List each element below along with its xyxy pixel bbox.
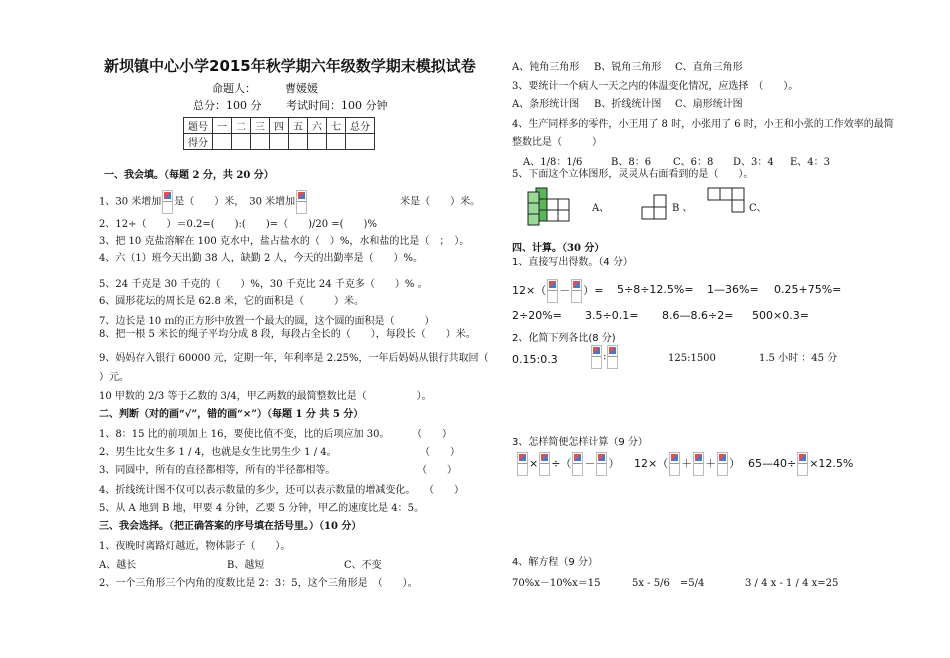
choice-4-option-d: D、3：4 bbox=[733, 157, 774, 168]
choice-4: 4、生产同样多的零件，小王用了 8 时，小张用了 6 时，小王和小张的工作效率的最简 bbox=[512, 119, 894, 130]
question-6: 6、圆形花坛的周长是 62.8 米，它的面积是（ ）米。 bbox=[99, 296, 364, 307]
equation-2: 5x - 5/6 =5/4 bbox=[632, 578, 705, 589]
calc2-item-4: 1.5 小时 ：45 分 bbox=[759, 353, 838, 364]
calc2-item-1: 0.15:0.3 bbox=[512, 353, 558, 366]
solid-figure-icon bbox=[528, 188, 569, 225]
choice-1-option-c: C、不变 bbox=[344, 560, 382, 571]
question-9-end: ）元。 bbox=[99, 372, 129, 383]
question-text: 是（ ）米， 30 米增加 bbox=[174, 196, 296, 208]
total-score: 总分：100 分 bbox=[193, 99, 262, 112]
fraction-icon bbox=[717, 452, 728, 476]
choice-4-option-a: A、1/8：1/6 bbox=[523, 157, 583, 168]
score-table-cell: 五 bbox=[289, 118, 308, 134]
ratio-colon: : bbox=[603, 351, 607, 363]
calc1-row1: 12×（ － ）= bbox=[512, 279, 603, 303]
fraction-icon bbox=[693, 452, 704, 476]
choice-3: 3、要统计一个病人一天之内的体温变化情况，应选择 （ ）。 bbox=[512, 81, 799, 92]
choice-1-option-a: A、越长 bbox=[99, 560, 137, 571]
choice-5: 5、下面这个立体图形，灵灵从右面看到的是（ ）。 bbox=[512, 169, 754, 180]
choice-2-option-b: B、锐角三角形 bbox=[594, 62, 662, 73]
calc3-title: 3、怎样简便怎样计算（9 分） bbox=[512, 437, 648, 448]
calc-expr: ）= bbox=[583, 284, 604, 297]
score-table-cell: 六 bbox=[308, 118, 327, 134]
answer-paren[interactable]: （ ） bbox=[417, 465, 457, 476]
view-b-icon bbox=[708, 188, 744, 212]
score-table-cell: 四 bbox=[270, 118, 289, 134]
choice-4-option-c: C、6：8 bbox=[673, 157, 714, 168]
fraction-icon bbox=[607, 345, 618, 369]
calc-op: 12×（ bbox=[634, 457, 669, 470]
calc3-expr-1 bbox=[516, 452, 619, 476]
score-table-cell: 七 bbox=[327, 118, 346, 134]
calc1-expr-3: 1—36%= bbox=[707, 283, 759, 296]
equation-1: 70%x－10%x＝15 bbox=[512, 578, 601, 589]
choice-3-option-a: A、条形统计图 bbox=[512, 99, 580, 110]
score-table-cell: 一 bbox=[213, 118, 232, 134]
fraction-icon bbox=[547, 279, 558, 303]
view-b-label: B 、 bbox=[672, 203, 693, 214]
question-text: 米是（ ）米。 bbox=[400, 196, 481, 208]
calc1-expr-4: 0.25+75%= bbox=[774, 283, 842, 296]
section3-title: 三、我会选择。（把正确答案的序号填在括号里。）（10 分） bbox=[99, 521, 362, 532]
score-table bbox=[183, 117, 375, 150]
question-5: 5、24 千克是 30 千克的（ ）%，30 千克比 24 千克多（ ）% 。 bbox=[99, 279, 428, 290]
score-table-cell: 题号 bbox=[184, 118, 213, 134]
fraction-icon bbox=[517, 452, 528, 476]
choice-4-option-e: E、4：3 bbox=[790, 157, 831, 168]
question-2: 2、12÷（ ）＝0.2=( ):( )=（ )/20 =( )% bbox=[99, 219, 377, 230]
question-8: 8、把一根 5 米长的绳子平均分成 8 段，每段占全长的（ ），每段长（ ）米。 bbox=[99, 329, 476, 340]
choice-1-option-b: B、越短 bbox=[227, 560, 265, 571]
exam-title: 新坝镇中心小学2015年秋学期六年级数学期末模拟试卷 bbox=[104, 57, 476, 75]
calc1-expr-6: 3.5÷0.1= bbox=[585, 309, 639, 322]
fraction-icon bbox=[162, 190, 173, 214]
question-7: 7、边长是 10 ｍ的正方形中放置一个最大的圆，这个圆的面积是（ ） bbox=[99, 316, 435, 327]
judge-3: 3、同圆中，所有的直径都相等，所有的半径都相等。 bbox=[99, 465, 336, 476]
fraction-icon bbox=[539, 452, 550, 476]
score-table-score-row bbox=[184, 134, 375, 150]
answer-paren[interactable]: （ ） bbox=[420, 447, 460, 458]
cube-figures bbox=[522, 184, 782, 234]
section1-title: 一、我会填。（每题 2 分，共 20 分） bbox=[104, 170, 274, 181]
calc2-title: 2、化简下列各比(8 分) bbox=[512, 333, 616, 344]
choice-3-option-b: B、折线统计图 bbox=[594, 99, 662, 110]
question-10: 10 甲数的 2/3 等于乙数的 3/4，甲乙两数的最简整数比是（ ）。 bbox=[99, 391, 432, 402]
view-a-icon bbox=[642, 195, 666, 219]
fraction-icon bbox=[572, 452, 583, 476]
score-input-cell[interactable] bbox=[213, 134, 232, 150]
score-table-cell: 三 bbox=[251, 118, 270, 134]
calc-op: × bbox=[529, 457, 539, 470]
section2-title: 二、判断（对的画“√”，错的画“×”）（每题 1 分 共 5 分） bbox=[99, 409, 364, 420]
score-input-cell[interactable] bbox=[232, 134, 251, 150]
calc1-expr-7: 8.6—8.6÷2= bbox=[662, 309, 734, 322]
calc2-item-3: 125:1500 bbox=[668, 353, 716, 364]
author-label: 命题人： bbox=[212, 82, 256, 95]
calc-expr: 12×（ bbox=[512, 284, 547, 297]
question-1 bbox=[99, 190, 480, 214]
answer-paren[interactable]: （ ） bbox=[412, 429, 452, 440]
judge-1: 1、8：15 比的前项加上 16，要使比值不变，比的后项应加 30。 bbox=[99, 429, 390, 440]
score-input-cell[interactable] bbox=[346, 134, 375, 150]
calc3-expr-2 bbox=[634, 452, 740, 476]
calc3-expr-3 bbox=[748, 452, 853, 476]
view-c-label: C、 bbox=[749, 203, 767, 214]
score-table-cell: 总分 bbox=[346, 118, 375, 134]
section4-title: 四、计算。（30 分） bbox=[512, 243, 605, 254]
score-input-cell[interactable] bbox=[308, 134, 327, 150]
calc1-expr-2: 5÷8÷12.5%= bbox=[617, 283, 694, 296]
judge-2: 2、男生比女生多 1 / 4，也就是女生比男生少 1 / 4。 bbox=[99, 447, 337, 458]
choice-2: 2、一个三角形三个内角的度数比是 2：3：5，这个三角形是 （ ）。 bbox=[99, 578, 418, 589]
judge-4: 4、折线统计图不仅可以表示数量的多少，还可以表示数量的增减变化。 bbox=[99, 485, 416, 496]
fraction-icon bbox=[296, 190, 307, 214]
judge-5: 5、从 A 地到 B 地，甲要 4 分钟，乙要 5 分钟，甲乙的速度比是 4：5。 bbox=[99, 503, 424, 514]
question-3: 3、把 10 克盐溶解在 100 克水中，盐占盐水的（ ）%，水和盐的比是（ ； ）。 bbox=[99, 236, 470, 247]
score-table-cell: 二 bbox=[232, 118, 251, 134]
choice-1: 1、夜晚时离路灯越近，物体影子（ ）。 bbox=[99, 541, 291, 552]
answer-paren[interactable]: （ ） bbox=[424, 485, 464, 496]
fraction-icon bbox=[571, 279, 582, 303]
calc4-title: 4、解方程（9 分） bbox=[512, 557, 598, 568]
score-input-cell[interactable] bbox=[251, 134, 270, 150]
calc-op: ×12.5% bbox=[809, 457, 854, 470]
calc-op: ） bbox=[729, 457, 741, 470]
choice-3-option-c: C、扇形统计图 bbox=[675, 99, 743, 110]
score-input-cell[interactable] bbox=[327, 134, 346, 150]
score-input-cell[interactable] bbox=[270, 134, 289, 150]
choice-2-option-c: C、直角三角形 bbox=[675, 62, 743, 73]
author-name: 曹媛媛 bbox=[285, 82, 318, 95]
calc1-expr-5: 2÷20%= bbox=[512, 309, 562, 322]
exam-time: 考试时间：100 分钟 bbox=[286, 99, 388, 112]
calc-op: ÷（ bbox=[551, 457, 572, 470]
question-text: 1、30 米增加 bbox=[99, 196, 162, 208]
calc1-title: 1、直接写出得数。（4 分） bbox=[512, 257, 633, 268]
score-table-cell: 得分 bbox=[184, 134, 213, 150]
equation-3: 3 / 4 x - 1 / 4 x=25 bbox=[745, 578, 839, 589]
fraction-icon bbox=[596, 452, 607, 476]
question-9: 9、妈妈存入银行 60000 元，定期一年，年利率是 2.25%，一年后妈妈从银行共取回（ bbox=[99, 353, 489, 364]
score-table-header-row bbox=[184, 118, 375, 134]
fraction-icon bbox=[591, 345, 602, 369]
choice-2-option-a: A、钝角三角形 bbox=[512, 62, 580, 73]
calc2-item-2 bbox=[590, 345, 619, 369]
fraction-icon bbox=[797, 452, 808, 476]
calc-op: 65—40÷ bbox=[748, 457, 797, 470]
calc1-expr-8: 500×0.3= bbox=[752, 309, 809, 322]
choice-4-cont: 整数比是（ ） bbox=[512, 137, 602, 148]
calc-op: ＋ bbox=[681, 457, 693, 470]
question-4: 4、六（1）班今天出勤 38 人，缺勤 2 人，今天的出勤率是（ ）%。 bbox=[99, 253, 424, 264]
choice-4-option-b: B、8：6 bbox=[611, 157, 652, 168]
fraction-icon bbox=[669, 452, 680, 476]
view-a-label: A、 bbox=[592, 203, 610, 214]
calc-op: ＋ bbox=[705, 457, 717, 470]
calc-op: － bbox=[584, 457, 596, 470]
score-input-cell[interactable] bbox=[289, 134, 308, 150]
calc-op: ） bbox=[608, 457, 620, 470]
